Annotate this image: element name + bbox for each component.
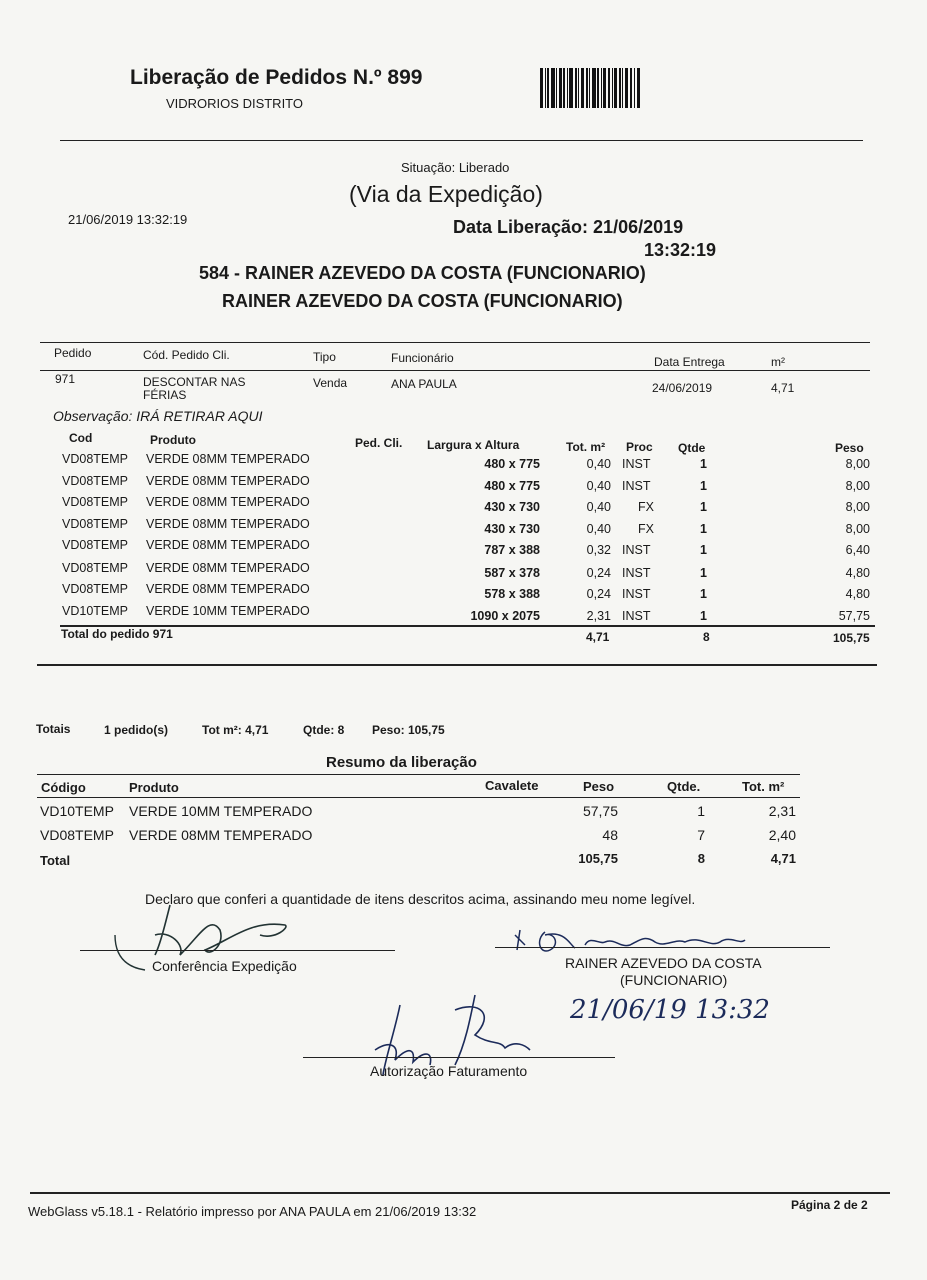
resumo-cell-produto: VERDE 10MM TEMPERADO	[129, 803, 313, 819]
resumo-total-qtde: 8	[697, 851, 705, 866]
order-header-line	[40, 370, 870, 371]
items-cell-peso: 8,00	[845, 500, 870, 514]
items-cell-proc: FX	[638, 522, 654, 536]
items-cell-tot-m2: 0,24	[586, 587, 611, 601]
items-col-proc: Proc	[626, 440, 653, 454]
items-total-qtde: 8	[703, 630, 710, 644]
conferencia-label: Conferência Expedição	[152, 958, 297, 974]
autorizacao-label: Autorização Faturamento	[370, 1063, 528, 1079]
resumo-cell-qtde: 7	[697, 827, 705, 843]
resumo-title: Resumo da liberação	[326, 754, 477, 771]
items-cell-peso: 8,00	[845, 457, 870, 471]
items-total-peso: 105,75	[833, 631, 870, 645]
situacao: Situação: Liberado	[401, 160, 510, 175]
items-col-cod: Cod	[69, 431, 93, 445]
items-cell-produto: VERDE 08MM TEMPERADO	[146, 561, 310, 575]
declaration-text: Declaro que conferi a quantidade de itens descritos acima, assinando meu nome legível.	[145, 891, 696, 907]
items-cell-qtde: 1	[700, 609, 707, 623]
col-data-entrega: Data Entrega	[654, 355, 725, 369]
items-cell-cod: VD08TEMP	[62, 452, 128, 466]
client-sign-name-2: (FUNCIONARIO)	[620, 972, 728, 988]
handwritten-date: 21/06/19 13:32	[570, 995, 770, 1025]
items-cell-qtde: 1	[700, 479, 707, 493]
items-cell-produto: VERDE 08MM TEMPERADO	[146, 452, 310, 466]
items-col-produto: Produto	[150, 433, 196, 447]
totals-qtde: Qtde: 8	[303, 723, 345, 737]
items-cell-qtde: 1	[700, 457, 707, 471]
header-divider	[60, 140, 863, 141]
footer-printed-by: WebGlass v5.18.1 - Relatório impresso por ANA PAULA em 21/06/2019 13:32	[28, 1204, 477, 1219]
items-cell-dim: 587 x 378	[484, 566, 540, 580]
items-cell-peso: 8,00	[845, 479, 870, 493]
footer-divider	[30, 1192, 890, 1194]
observacao: Observação: IRÁ RETIRAR AQUI	[53, 408, 263, 424]
items-cell-cod: VD08TEMP	[62, 538, 128, 552]
company-name: VIDRORIOS DISTRITO	[166, 96, 303, 111]
items-cell-peso: 8,00	[845, 522, 870, 536]
items-cell-tot-m2: 0,24	[586, 566, 611, 580]
items-cell-dim: 787 x 388	[484, 543, 540, 557]
order-tipo: Venda	[313, 376, 348, 390]
totals-label: Totais	[36, 722, 71, 736]
totals-pedidos: 1 pedido(s)	[104, 723, 169, 737]
items-cell-qtde: 1	[700, 587, 707, 601]
items-col-peso: Peso	[835, 441, 864, 455]
items-cell-proc: INST	[622, 587, 651, 601]
footer-page: Página 2 de 2	[791, 1198, 868, 1212]
items-cell-tot-m2: 0,40	[586, 479, 611, 493]
resumo-cell-codigo: VD08TEMP	[40, 827, 114, 843]
order-data-entrega: 24/06/2019	[652, 381, 713, 395]
items-cell-tot-m2: 2,31	[586, 609, 611, 623]
items-cell-proc: INST	[622, 566, 651, 580]
data-liberacao-time: 13:32:19	[644, 240, 717, 260]
order-cod-cli-1: DESCONTAR NAS	[143, 375, 246, 389]
client-name-line2: RAINER AZEVEDO DA COSTA (FUNCIONARIO)	[222, 291, 623, 311]
items-cell-proc: INST	[622, 479, 651, 493]
resumo-header-line	[37, 797, 800, 798]
col-cod-cli: Cód. Pedido Cli.	[143, 348, 230, 362]
resumo-top-line	[37, 774, 800, 775]
items-cell-cod: VD10TEMP	[62, 604, 128, 618]
section-divider	[37, 664, 877, 666]
items-cell-dim: 1090 x 2075	[470, 609, 540, 623]
resumo-col-qtde: Qtde.	[667, 779, 701, 794]
barcode-icon	[540, 68, 662, 108]
col-tipo: Tipo	[313, 350, 336, 364]
items-total-m2: 4,71	[586, 630, 610, 644]
order-cod-cli-2: FÉRIAS	[143, 388, 187, 402]
client-name-line1: 584 - RAINER AZEVEDO DA COSTA (FUNCIONARIO)	[199, 263, 646, 283]
items-cell-peso: 6,40	[845, 543, 870, 557]
items-total-line	[60, 625, 875, 627]
resumo-cell-tot-m2: 2,31	[768, 803, 796, 819]
items-cell-proc: INST	[622, 609, 651, 623]
via-expedicao: (Via da Expedição)	[349, 181, 543, 207]
resumo-total-label: Total	[40, 853, 71, 868]
items-cell-qtde: 1	[700, 500, 707, 514]
col-pedido: Pedido	[54, 346, 92, 360]
items-cell-qtde: 1	[700, 566, 707, 580]
resumo-cell-peso: 48	[602, 827, 618, 843]
items-cell-tot-m2: 0,40	[586, 457, 611, 471]
items-col-tot-m2: Tot. m²	[566, 440, 606, 454]
conferencia-line	[80, 950, 395, 951]
items-cell-proc: INST	[622, 457, 651, 471]
data-liberacao: Data Liberação: 21/06/2019	[453, 217, 684, 237]
items-cell-dim: 430 x 730	[484, 500, 540, 514]
order-funcionario: ANA PAULA	[391, 377, 457, 391]
items-cell-dim: 480 x 775	[484, 479, 540, 493]
col-funcionario: Funcionário	[391, 351, 454, 365]
resumo-col-cavalete: Cavalete	[485, 778, 539, 793]
resumo-cell-produto: VERDE 08MM TEMPERADO	[129, 827, 313, 843]
items-cell-qtde: 1	[700, 522, 707, 536]
items-cell-tot-m2: 0,40	[586, 500, 611, 514]
resumo-cell-qtde: 1	[697, 803, 705, 819]
items-cell-produto: VERDE 08MM TEMPERADO	[146, 538, 310, 552]
resumo-total-peso: 105,75	[578, 851, 618, 866]
items-cell-proc: INST	[622, 543, 651, 557]
items-total-label: Total do pedido 971	[61, 627, 173, 641]
items-cell-peso: 4,80	[845, 587, 870, 601]
items-cell-cod: VD08TEMP	[62, 582, 128, 596]
report-title: Liberação de Pedidos N.º 899	[130, 66, 423, 89]
totals-tot-m2: Tot m²: 4,71	[202, 723, 269, 737]
print-datetime: 21/06/2019 13:32:19	[68, 212, 188, 227]
resumo-col-codigo: Código	[41, 780, 86, 795]
items-cell-produto: VERDE 08MM TEMPERADO	[146, 474, 310, 488]
order-m2: 4,71	[771, 381, 795, 395]
items-cell-qtde: 1	[700, 543, 707, 557]
client-sign-name-1: RAINER AZEVEDO DA COSTA	[565, 955, 762, 971]
items-cell-cod: VD08TEMP	[62, 495, 128, 509]
items-cell-produto: VERDE 08MM TEMPERADO	[146, 517, 310, 531]
client-sign-line	[495, 947, 830, 948]
items-cell-produto: VERDE 10MM TEMPERADO	[146, 604, 310, 618]
resumo-cell-codigo: VD10TEMP	[40, 803, 114, 819]
items-col-largura-altura: Largura x Altura	[427, 438, 520, 452]
order-top-line	[40, 342, 870, 343]
signature-client-icon	[505, 920, 755, 960]
items-cell-peso: 57,75	[838, 609, 870, 623]
items-cell-cod: VD08TEMP	[62, 561, 128, 575]
totals-peso: Peso: 105,75	[372, 723, 445, 737]
items-cell-tot-m2: 0,40	[586, 522, 611, 536]
items-cell-cod: VD08TEMP	[62, 517, 128, 531]
items-cell-cod: VD08TEMP	[62, 474, 128, 488]
items-cell-produto: VERDE 08MM TEMPERADO	[146, 495, 310, 509]
items-cell-dim: 480 x 775	[484, 457, 540, 471]
resumo-col-peso: Peso	[583, 779, 615, 794]
items-col-qtde: Qtde	[678, 441, 706, 455]
items-cell-dim: 578 x 388	[484, 587, 540, 601]
resumo-col-produto: Produto	[129, 780, 179, 795]
resumo-col-tot-m2: Tot. m²	[742, 779, 785, 794]
items-cell-proc: FX	[638, 500, 654, 514]
resumo-cell-peso: 57,75	[582, 803, 618, 819]
autorizacao-line	[303, 1057, 615, 1058]
resumo-cell-tot-m2: 2,40	[768, 827, 796, 843]
items-cell-peso: 4,80	[845, 566, 870, 580]
order-pedido: 971	[55, 372, 76, 386]
resumo-total-m2: 4,71	[770, 851, 796, 866]
items-col-ped-cli: Ped. Cli.	[355, 436, 403, 450]
items-cell-tot-m2: 0,32	[586, 543, 611, 557]
col-m2: m²	[771, 355, 785, 369]
items-cell-produto: VERDE 08MM TEMPERADO	[146, 582, 310, 596]
items-cell-dim: 430 x 730	[484, 522, 540, 536]
